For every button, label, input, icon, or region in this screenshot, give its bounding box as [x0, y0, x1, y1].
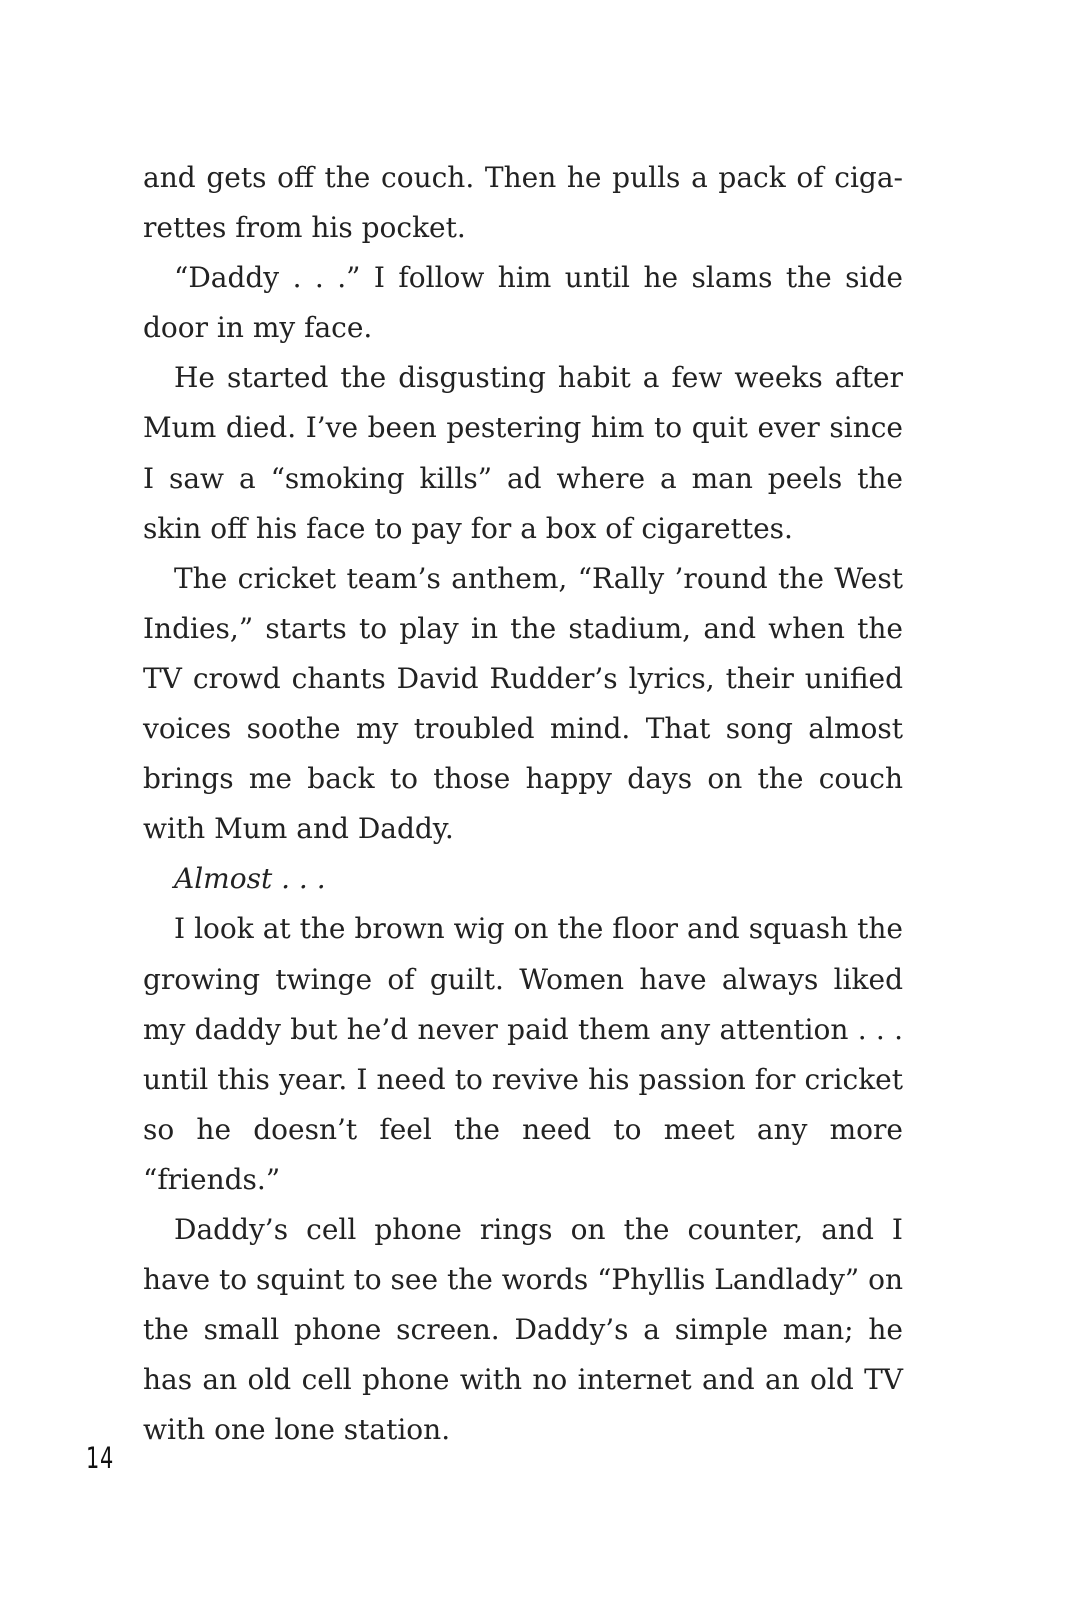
page-number: 14 [86, 1441, 115, 1475]
paragraph-daddy-follow: “Daddy . . .” I follow him until he slams the side door in my face. [143, 261, 903, 345]
paragraph-cricket-anthem: The cricket team’s anthem, “Rally ’round the West Indies,” starts to play in the stadium, and when the TV crowd chants David Rudder’s lyrics, their unified voices soothe my troubled mind. That song almost brings me back to those happy days on the couch with Mum and Daddy. [143, 561, 903, 846]
body-text [143, 153, 903, 1455]
paragraph-continuation: and gets off the couch. Then he pulls a pack of cigarettes from his pocket. [143, 161, 903, 245]
paragraph-almost: Almost . . . [174, 862, 326, 896]
paragraph-cell-phone: Daddy’s cell phone rings on the counter, and I have to squint to see the words “Phyllis Landlady” on the small phone screen. Daddy’s a simple man; he has an old cell phone with no internet and an old TV with one lone station. [143, 1212, 903, 1447]
paragraph-smoking-habit: He started the disgusting habit a few weeks after Mum died. I’ve been pestering him to quit ever since I saw a “smoking kills” ad where a man peels the skin off his face to pay for a box of cigarettes. [143, 361, 903, 545]
paragraph-brown-wig: I look at the brown wig on the floor and squash the growing twinge of guilt. Women have always liked my daddy but he’d never paid them any attention . . . until this year. I need to revive his passion for cricket so he doesn’t feel the need to meet any more “friends.” [143, 912, 903, 1196]
